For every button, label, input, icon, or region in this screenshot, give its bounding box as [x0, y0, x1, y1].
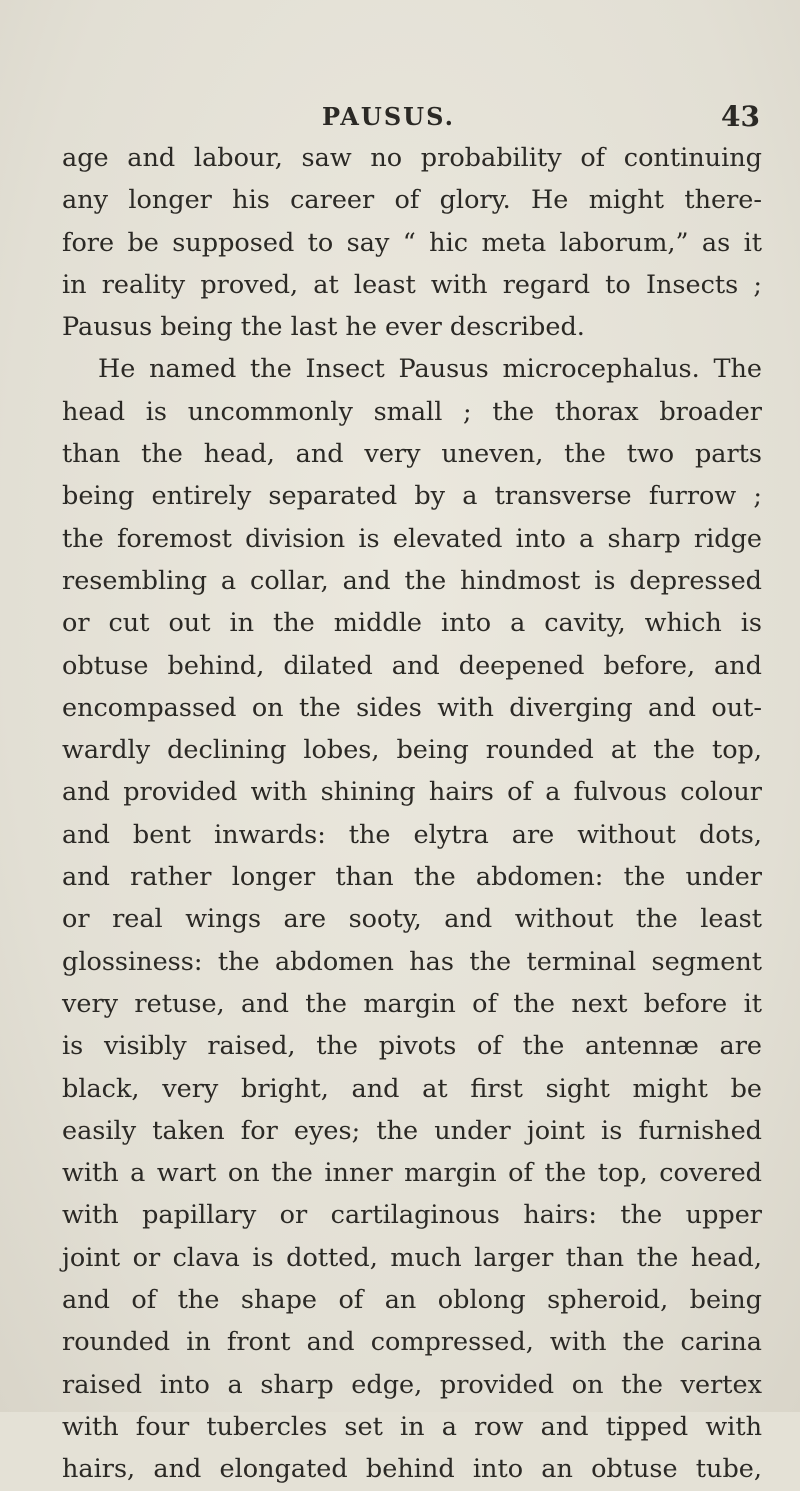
- text-line: than the head, and very uneven, the two parts: [62, 439, 762, 470]
- text-line: in reality proved, at least with regard to Insects ;: [62, 269, 762, 300]
- text-line: is visibly raised, the pivots of the antennæ are: [62, 1031, 762, 1062]
- text-line: the foremost division is elevated into a sharp ridge: [62, 523, 762, 554]
- text-line: any longer his career of glory. He might there-: [62, 185, 762, 216]
- text-line: easily taken for eyes; the under joint is furnished: [62, 1115, 762, 1146]
- text-line: age and labour, saw no probability of continuing: [62, 143, 762, 173]
- text-line: black, very bright, and at first sight might be: [62, 1073, 762, 1104]
- text-line: joint or clava is dotted, much larger than the head,: [62, 1242, 762, 1273]
- page-number: 43: [721, 100, 760, 133]
- text-line: with four tubercles set in a row and tipped with: [62, 1411, 762, 1442]
- text-line: and provided with shining hairs of a fulvous colour: [62, 777, 762, 808]
- text-line: fore be supposed to say “ hic meta laborum,” as it: [62, 227, 762, 258]
- text-line: glossiness: the abdomen has the terminal segment: [62, 946, 762, 977]
- text-line: and rather longer than the abdomen: the under: [62, 862, 762, 893]
- text-line: or cut out in the middle into a cavity, which is: [62, 608, 762, 639]
- running-head: PAUSUS.: [322, 102, 455, 131]
- text-line: He named the Insect Pausus microcephalus. The: [98, 354, 762, 385]
- text-line: and of the shape of an oblong spheroid, being: [62, 1285, 762, 1316]
- text-line: head is uncommonly small ; the thorax broader: [62, 396, 762, 427]
- text-line: encompassed on the sides with diverging and out-: [62, 692, 762, 723]
- text-line: raised into a sharp edge, provided on the vertex: [62, 1369, 762, 1400]
- text-line: Pausus being the last he ever described.: [62, 312, 585, 343]
- page-header: [60, 100, 760, 140]
- text-line: hairs, and elongated behind into an obtuse tube,: [62, 1454, 762, 1485]
- text-line: rounded in front and compressed, with the carina: [62, 1327, 762, 1358]
- text-line: wardly declining lobes, being rounded at the top,: [62, 735, 762, 766]
- text-line: with a wart on the inner margin of the top, covered: [62, 1158, 762, 1189]
- text-line: resembling a collar, and the hindmost is depressed: [62, 565, 762, 596]
- text-line: obtuse behind, dilated and deepened before, and: [62, 650, 762, 681]
- text-line: being entirely separated by a transverse furrow ;: [62, 481, 762, 512]
- body-text: [62, 137, 762, 1491]
- text-line: or real wings are sooty, and without the least: [62, 904, 762, 935]
- text-line: and bent inwards: the elytra are without dots,: [62, 819, 762, 850]
- text-line: with papillary or cartilaginous hairs: the upper: [62, 1200, 762, 1231]
- text-line: very retuse, and the margin of the next before it: [62, 988, 762, 1019]
